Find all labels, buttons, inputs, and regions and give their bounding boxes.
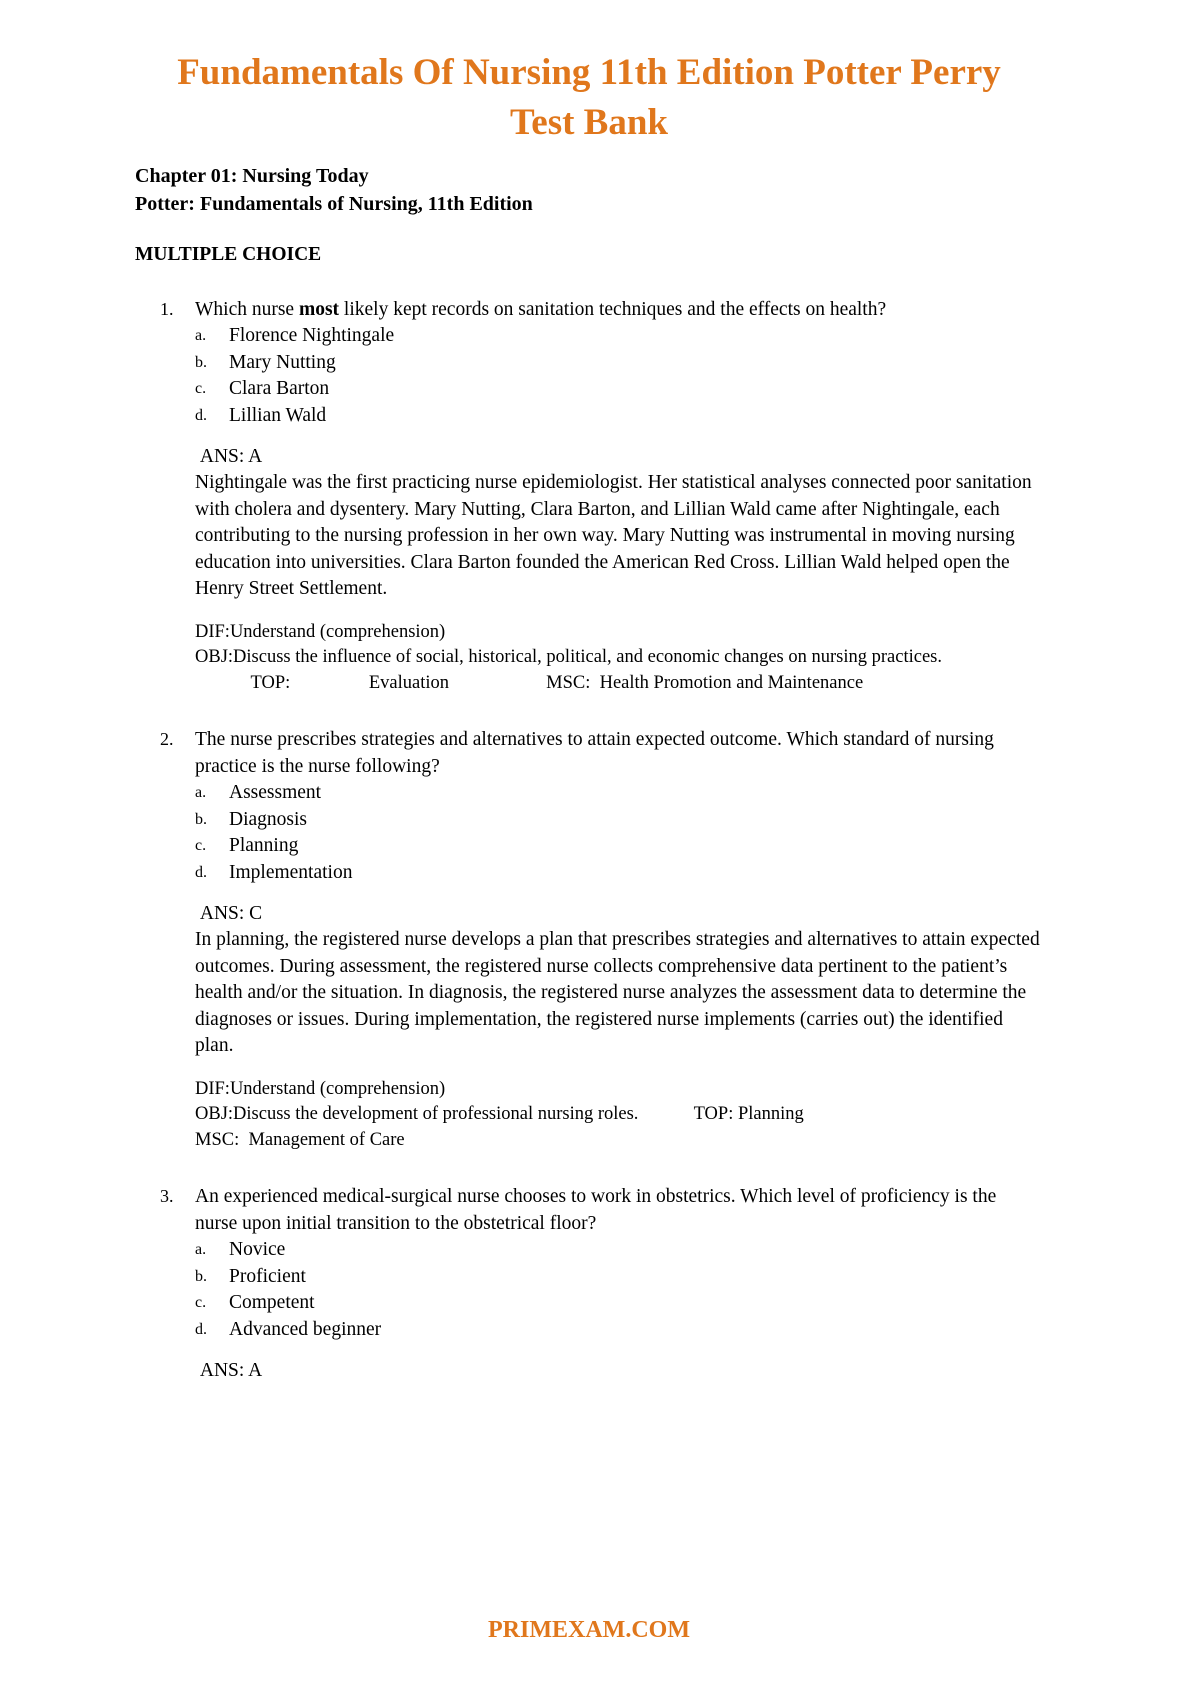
- question-3-row: [135, 1183, 1043, 1384]
- question-number: 2.: [160, 729, 174, 749]
- option-label: Advanced beginner: [229, 1318, 382, 1340]
- option-label: Diagnosis: [229, 808, 307, 830]
- option-a: [195, 1237, 1043, 1264]
- question-1: [135, 296, 1043, 696]
- option-label: Competent: [229, 1292, 315, 1313]
- option-label: Proficient: [229, 1265, 306, 1287]
- title-line-1: Fundamentals Of Nursing 11th Edition Potter Perry: [177, 52, 1001, 93]
- option-d: [195, 860, 1043, 887]
- option-label: Implementation: [229, 861, 353, 883]
- question-text-post: likely kept records on sanitation techniques and the effects on health?: [339, 299, 887, 320]
- question-number: 3.: [160, 1186, 174, 1206]
- section-heading: MULTIPLE CHOICE: [135, 244, 322, 265]
- question-2-row: [135, 726, 1043, 1153]
- book-heading: Potter: Fundamentals of Nursing, 11th Edition: [135, 193, 533, 215]
- option-a: [195, 323, 1043, 350]
- option-label: Planning: [229, 835, 299, 856]
- question-text-pre: The nurse prescribes strategies and alternatives to attain expected outcome. Which standard of nursing practice is the nurse following?: [195, 729, 994, 777]
- option-letter: d.: [195, 406, 207, 424]
- question-body: [195, 1183, 1043, 1384]
- title-line-2: Test Bank: [509, 102, 668, 143]
- question-text: [195, 726, 1043, 780]
- chapter-heading: Chapter 01: Nursing Today: [135, 165, 369, 187]
- option-d: [195, 403, 1043, 430]
- answer-line: ANS: C: [195, 903, 263, 924]
- rationale-text: In planning, the registered nurse develops a plan that prescribes strategies and alternatives to attain expected outcomes. During assessment, the registered nurse collects comprehensive data pertinent to the patient’s health and/or the situation. In diagnosis, the registered nurse analyzes the assessment data to determine the diagnoses or issues. During implementation, the registered nurse implements (carries out) the identified plan.: [195, 929, 1040, 1056]
- question-number: 1.: [160, 299, 174, 319]
- question-body: [195, 726, 1043, 1153]
- chapter-head-block: [135, 162, 1043, 218]
- option-c: [195, 1290, 1043, 1317]
- dif-line: DIF:Understand (comprehension): [195, 621, 446, 642]
- document-title: [135, 48, 1043, 148]
- question-text: [195, 296, 1043, 323]
- answer-line: ANS: A: [195, 1360, 263, 1381]
- msc-line: MSC: Management of Care: [195, 1129, 405, 1150]
- option-a: [195, 780, 1043, 807]
- option-letter: b.: [195, 810, 207, 828]
- option-letter: d.: [195, 863, 207, 881]
- option-letter: c.: [195, 380, 207, 397]
- option-b: [195, 350, 1043, 377]
- question-text-pre: Which nurse: [195, 299, 299, 320]
- option-letter: c.: [195, 1294, 207, 1311]
- option-letter: a.: [195, 327, 207, 344]
- question-1-row: [135, 296, 1043, 696]
- question-text: [195, 1183, 1043, 1237]
- rationale-text: Nightingale was the first practicing nurse epidemiologist. Her statistical analyses connected poor sanitation with cholera and dysentery. Mary Nutting, Clara Barton, and Lillian Wald came after Nightingale, each contributing to the nursing profession in her own way. Mary Nutting was instrumental in moving nursing education into universities. Clara Barton founded the American Red Cross. Lillian Wald helped open the Henry Street Settlement.: [195, 472, 1032, 599]
- option-letter: a.: [195, 1241, 207, 1258]
- meta-block: [195, 1077, 1043, 1154]
- answer-line: ANS: A: [195, 446, 263, 467]
- option-letter: a.: [195, 784, 207, 801]
- question-text-pre: An experienced medical-surgical nurse chooses to work in obstetrics. Which level of proficiency is the nurse upon initial transition to the obstetrical floor?: [195, 1186, 997, 1234]
- dif-line: DIF:Understand (comprehension): [195, 1078, 446, 1099]
- question-3: [135, 1183, 1043, 1384]
- option-label: Novice: [229, 1239, 286, 1260]
- option-label: Assessment: [229, 782, 322, 803]
- obj-line: OBJ:Discuss the influence of social, historical, political, and economic changes on nursing practices.: [195, 647, 942, 667]
- option-letter: b.: [195, 353, 207, 371]
- meta-block: [195, 620, 1043, 697]
- top-msc-line: TOP: Evaluation MSC: Health Promotion and Maintenance: [195, 672, 864, 693]
- option-label: Mary Nutting: [229, 351, 336, 373]
- option-letter: d.: [195, 1320, 207, 1338]
- option-label: Clara Barton: [229, 378, 330, 399]
- footer-watermark: PRIMEXAM.COM: [488, 1617, 690, 1643]
- option-letter: c.: [195, 837, 207, 854]
- option-d: [195, 1317, 1043, 1344]
- question-2: [135, 726, 1043, 1153]
- option-label: Lillian Wald: [229, 404, 327, 426]
- option-b: [195, 807, 1043, 834]
- obj-top-line: OBJ:Discuss the development of professional nursing roles. TOP: Planning: [195, 1104, 804, 1124]
- option-c: [195, 376, 1043, 403]
- question-text-bold: most: [298, 299, 340, 320]
- option-b: [195, 1264, 1043, 1291]
- option-letter: b.: [195, 1267, 207, 1285]
- option-c: [195, 833, 1043, 860]
- question-body: [195, 296, 1043, 696]
- option-label: Florence Nightingale: [229, 325, 395, 346]
